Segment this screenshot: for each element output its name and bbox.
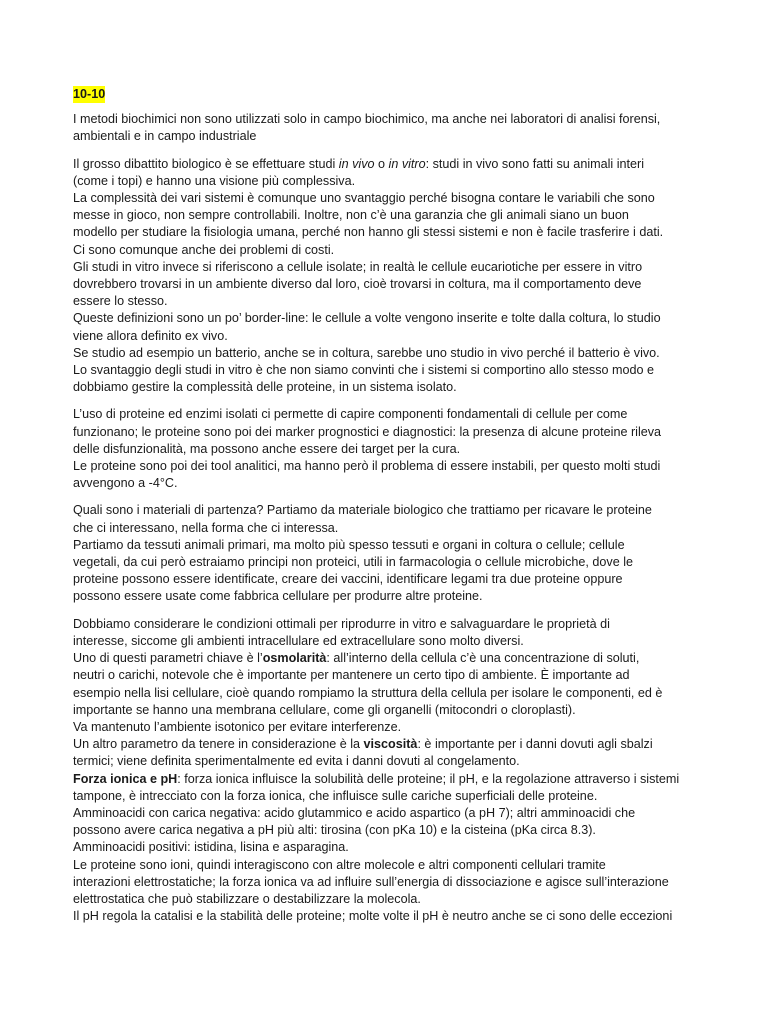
text-line: vegetali, da cui però estraiamo principi non proteici, utili in farmacologia o cellule microbiche, dove le [73, 555, 634, 570]
text-line: Forza ionica e pH: forza ionica influisce la solubilità delle proteine; il pH, e la regolazione attraverso i sistemi [73, 771, 680, 786]
text-line: Amminoacidi con carica negativa: acido glutammico e acido aspartico (a pH 7); altri amminoacidi che [73, 805, 636, 820]
text-line: essere lo stesso. [73, 294, 168, 309]
text-line: Partiamo da tessuti animali primari, ma molto più spesso tessuti e organi in coltura o cellule; cellule [73, 537, 625, 552]
text-line: tampone, è intrecciato con la forza ionica, che influisce sulle cariche superficiali delle proteine. [73, 788, 598, 803]
text-line: termici; viene definita sperimentalmente ed evita i danni dovuti al congelamento. [73, 754, 520, 769]
text-line: funzionano; le proteine sono poi dei marker prognostici e diagnostici: la presenza di alcune proteine rileva [73, 424, 662, 439]
text-line: dovrebbero trovarsi in un ambiente diverso dal loro, cioè trovarsi in coltura, ma il comportamento deve [73, 277, 642, 292]
text-line: Uno di questi parametri chiave è l’osmolarità: all’interno della cellula c’è una concentrazione di soluti, [73, 651, 640, 666]
text-line: Lo svantaggio degli studi in vitro è che non siamo convinti che i sistemi si comportino allo stesso modo e [73, 363, 655, 378]
text-line: possono avere carica negativa a pH più alti: tirosina (con pKa 10) e la cisteina (pKa circa 8.3). [73, 823, 596, 838]
paragraph [73, 406, 698, 492]
text-line: interesse, siccome gli ambienti intracellulare ed extracellulare sono molto diversi. [73, 633, 524, 648]
lecture-date-heading: 10-10 [73, 86, 105, 103]
text-line: L’uso di proteine ed enzimi isolati ci permette di capire componenti fondamentali di cellule per come [73, 407, 628, 422]
text-line: Amminoacidi positivi: istidina, lisina e asparagina. [73, 840, 349, 855]
paragraph [73, 156, 698, 397]
text-line: (come i topi) e hanno una visione più complessiva. [73, 173, 356, 188]
text-line: viene allora definito ex vivo. [73, 328, 228, 343]
text-line: Il pH regola la catalisi e la stabilità delle proteine; molte volte il pH è neutro anche se ci sono delle eccezioni [73, 909, 673, 924]
text-line: delle disfunzionalità, ma possono anche essere dei target per la cura. [73, 441, 461, 456]
text-line: I metodi biochimici non sono utilizzati solo in campo biochimico, ma anche nei laboratori di analisi forensi, [73, 112, 661, 127]
text-line: Se studio ad esempio un batterio, anche se in coltura, sarebbe uno studio in vivo perché il batterio è vivo. [73, 345, 660, 360]
text-line: Ci sono comunque anche dei problemi di costi. [73, 242, 335, 257]
text-line: Va mantenuto l’ambiente isotonico per evitare interferenze. [73, 719, 402, 734]
text-line: Le proteine sono ioni, quindi interagiscono con altre molecole e altri componenti cellulari tramite [73, 857, 606, 872]
text-line: proteine possono essere identificate, creare dei vaccini, identificare legami tra due proteine oppure [73, 572, 623, 587]
text-line: importante se hanno una membrana cellulare, come gli organelli (mitocondri o cloroplasti). [73, 702, 576, 717]
text-line: messe in gioco, non sempre controllabili. Inoltre, non c’è una garanzia che gli animali siano un buon [73, 208, 629, 223]
paragraph [73, 502, 698, 605]
text-line: che ci interessano, nella forma che ci interessa. [73, 520, 339, 535]
paragraph [73, 111, 698, 145]
document-body [73, 111, 698, 925]
text-line: neutri o carichi, notevole che è importante per mantenere un certo tipo di ambiente. È importante ad [73, 668, 630, 683]
text-line: La complessità dei vari sistemi è comunque uno svantaggio perché bisogna contare le variabili che sono [73, 191, 655, 206]
text-line: Quali sono i materiali di partenza? Partiamo da materiale biologico che trattiamo per ricavare le proteine [73, 503, 652, 518]
text-line: Dobbiamo considerare le condizioni ottimali per riprodurre in vitro e salvaguardare le proprietà di [73, 616, 610, 631]
text-line: modello per studiare la fisiologia umana, perché non hanno gli stessi sistemi e non è facile trasferire i dati. [73, 225, 664, 240]
text-line: Il grosso dibattito biologico è se effettuare studi in vivo o in vitro: studi in vivo sono fatti su animali interi [73, 156, 645, 171]
text-line: interazioni elettrostatiche; la forza ionica va ad influire sull’energia di dissociazione e agisce sull’interazione [73, 874, 669, 889]
text-line: possono essere usate come fabbrica cellulare per produrre altre proteine. [73, 589, 483, 604]
text-line: ambientali e in campo industriale [73, 129, 257, 144]
text-line: dobbiamo gestire la complessità delle proteine, in un sistema isolato. [73, 380, 457, 395]
text-line: avvengono a -4°C. [73, 476, 178, 491]
text-line: esempio nella lisi cellulare, cioè quando rompiamo la struttura della cellula per isolare le componenti, ed è [73, 685, 663, 700]
text-line: Un altro parametro da tenere in considerazione è la viscosità: è importante per i danni dovuti agli sbalzi [73, 737, 653, 752]
text-line: Gli studi in vitro invece si riferiscono a cellule isolate; in realtà le cellule eucariotiche per essere in vitro [73, 259, 643, 274]
text-line: Queste definizioni sono un po’ border-line: le cellule a volte vengono inserite e tolte dalla coltura, lo studio [73, 311, 661, 326]
text-line: elettrostatica che può stabilizzare o destabilizzare la molecola. [73, 891, 421, 906]
text-line: Le proteine sono poi dei tool analitici, ma hanno però il problema di essere instabili, per questo molti studi [73, 459, 661, 474]
paragraph [73, 616, 698, 926]
